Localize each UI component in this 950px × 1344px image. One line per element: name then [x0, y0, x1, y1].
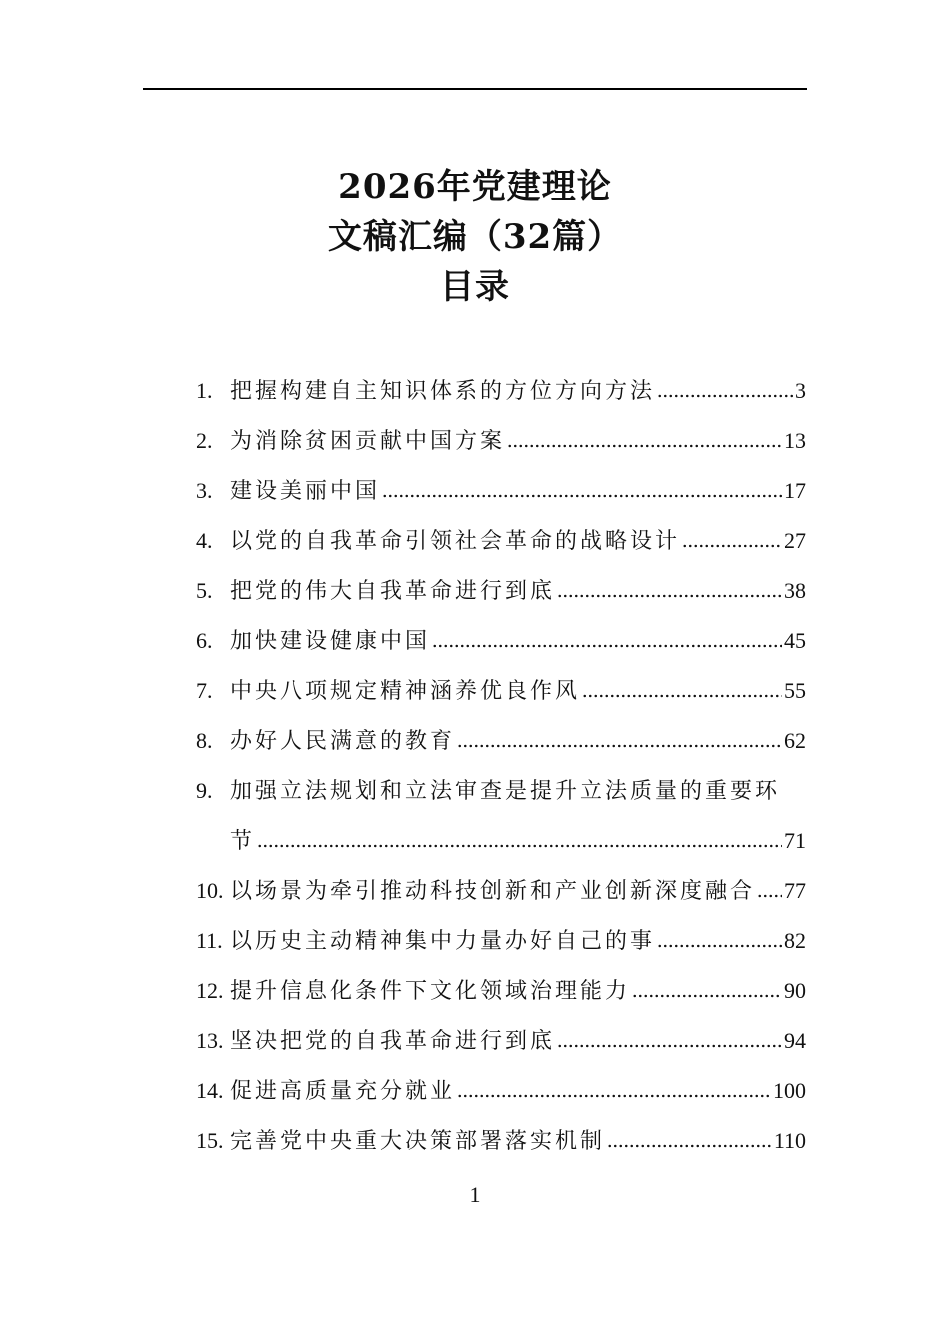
- toc-entry[interactable]: [196, 1016, 806, 1066]
- toc-entry-continuation[interactable]: [196, 816, 806, 866]
- toc-entry-page: 17: [784, 478, 806, 503]
- toc-leader-dots: [507, 444, 782, 448]
- toc-leader-dots: [557, 594, 782, 598]
- toc-entry-page: 38: [784, 578, 806, 603]
- toc-entry-page: 62: [784, 728, 806, 753]
- toc-entry-page: 90: [784, 978, 806, 1003]
- toc-entry[interactable]: [196, 716, 806, 766]
- toc-entry[interactable]: [196, 966, 806, 1016]
- toc-entry-page: 3: [795, 378, 806, 403]
- toc-entry[interactable]: [196, 466, 806, 516]
- toc-entry-title: 加强立法规划和立法审查是提升立法质量的重要环: [230, 779, 781, 804]
- toc-entry-page: 110: [773, 1128, 806, 1153]
- toc-entry-page: 13: [784, 428, 806, 453]
- toc-entry-page: 82: [784, 928, 806, 953]
- toc-entry-title: 把党的伟大自我革命进行到底: [230, 579, 556, 604]
- toc-entry-number: 14.: [196, 1078, 224, 1103]
- toc-entry[interactable]: [196, 516, 806, 566]
- toc-leader-dots: [757, 894, 782, 898]
- toc-entry-number: 12.: [196, 978, 224, 1003]
- toc-leader-dots: [457, 744, 782, 748]
- toc-entry[interactable]: [196, 666, 806, 716]
- toc-entry[interactable]: [196, 1116, 806, 1166]
- header-rule: [143, 88, 807, 90]
- toc-entry-number: 6.: [196, 628, 213, 653]
- toc-entry[interactable]: [196, 616, 806, 666]
- toc-entry-page: 55: [784, 678, 806, 703]
- toc-entry-title: 以党的自我革命引领社会革命的战略设计: [230, 529, 681, 554]
- toc-entry-title: 加快建设健康中国: [230, 629, 431, 654]
- toc-entry-title: 中央八项规定精神涵养优良作风: [230, 679, 581, 704]
- page-number: 1: [469, 1182, 481, 1207]
- toc-entry-page: 77: [784, 878, 806, 903]
- toc-leader-dots: [257, 844, 782, 848]
- toc-entry-title: 促进高质量充分就业: [230, 1079, 456, 1104]
- toc-entry-number: 3.: [196, 478, 213, 503]
- toc-entry[interactable]: [196, 1066, 806, 1116]
- toc-leader-dots: [457, 1094, 771, 1098]
- toc-entry[interactable]: [196, 916, 806, 966]
- toc-entry[interactable]: [196, 766, 806, 816]
- toc-entry-title: 提升信息化条件下文化领域治理能力: [230, 979, 631, 1004]
- toc-entry-page: 100: [773, 1078, 806, 1103]
- toc-leader-dots: [657, 944, 782, 948]
- toc-entry-number: 11.: [196, 928, 223, 953]
- toc-entry-number: 15.: [196, 1128, 224, 1153]
- toc-leader-dots: [432, 644, 782, 648]
- toc-entry-number: 7.: [196, 678, 213, 703]
- toc-entry-page: 94: [784, 1028, 806, 1053]
- toc-entry-number: 10.: [196, 878, 224, 903]
- toc-entry-title: 完善党中央重大决策部署落实机制: [230, 1129, 606, 1154]
- table-of-contents: [196, 366, 806, 1166]
- toc-entry-number: 9.: [196, 778, 213, 803]
- toc-entry-title: 办好人民满意的教育: [230, 729, 456, 754]
- toc-entry-page: 71: [784, 828, 806, 853]
- toc-entry-number: 13.: [196, 1028, 224, 1053]
- toc-entry-number: 1.: [196, 378, 213, 403]
- toc-entry-title: 坚决把党的自我革命进行到底: [230, 1029, 556, 1054]
- toc-entry-title: 建设美丽中国: [230, 479, 381, 504]
- toc-entry-number: 4.: [196, 528, 213, 553]
- toc-entry-number: 2.: [196, 428, 213, 453]
- title-line-contents: 目录: [440, 267, 510, 307]
- toc-entry-number: 8.: [196, 728, 213, 753]
- toc-entry-page: 45: [784, 628, 806, 653]
- toc-leader-dots: [657, 394, 793, 398]
- title-line-collection: 文稿汇编（32篇）: [327, 217, 623, 257]
- toc-entry[interactable]: [196, 566, 806, 616]
- toc-leader-dots: [382, 494, 782, 498]
- title-line-year: 2026年党建理论: [338, 167, 612, 207]
- toc-leader-dots: [582, 694, 782, 698]
- toc-entry[interactable]: [196, 866, 806, 916]
- toc-entry[interactable]: [196, 416, 806, 466]
- toc-entry-title: 以历史主动精神集中力量办好自己的事: [230, 929, 656, 954]
- toc-leader-dots: [682, 544, 782, 548]
- toc-entry-title: 把握构建自主知识体系的方位方向方法: [230, 379, 656, 404]
- toc-leader-dots: [607, 1144, 772, 1148]
- toc-entry[interactable]: [196, 366, 806, 416]
- toc-entry-page: 27: [784, 528, 806, 553]
- toc-leader-dots: [632, 994, 782, 998]
- toc-entry-title: 以场景为牵引推动科技创新和产业创新深度融合: [230, 879, 756, 904]
- toc-entry-number: 5.: [196, 578, 213, 603]
- toc-entry-title: 为消除贫困贡献中国方案: [230, 429, 506, 454]
- toc-entry-title-continuation: 节: [230, 829, 256, 854]
- toc-leader-dots: [557, 1044, 782, 1048]
- document-title: [0, 162, 950, 312]
